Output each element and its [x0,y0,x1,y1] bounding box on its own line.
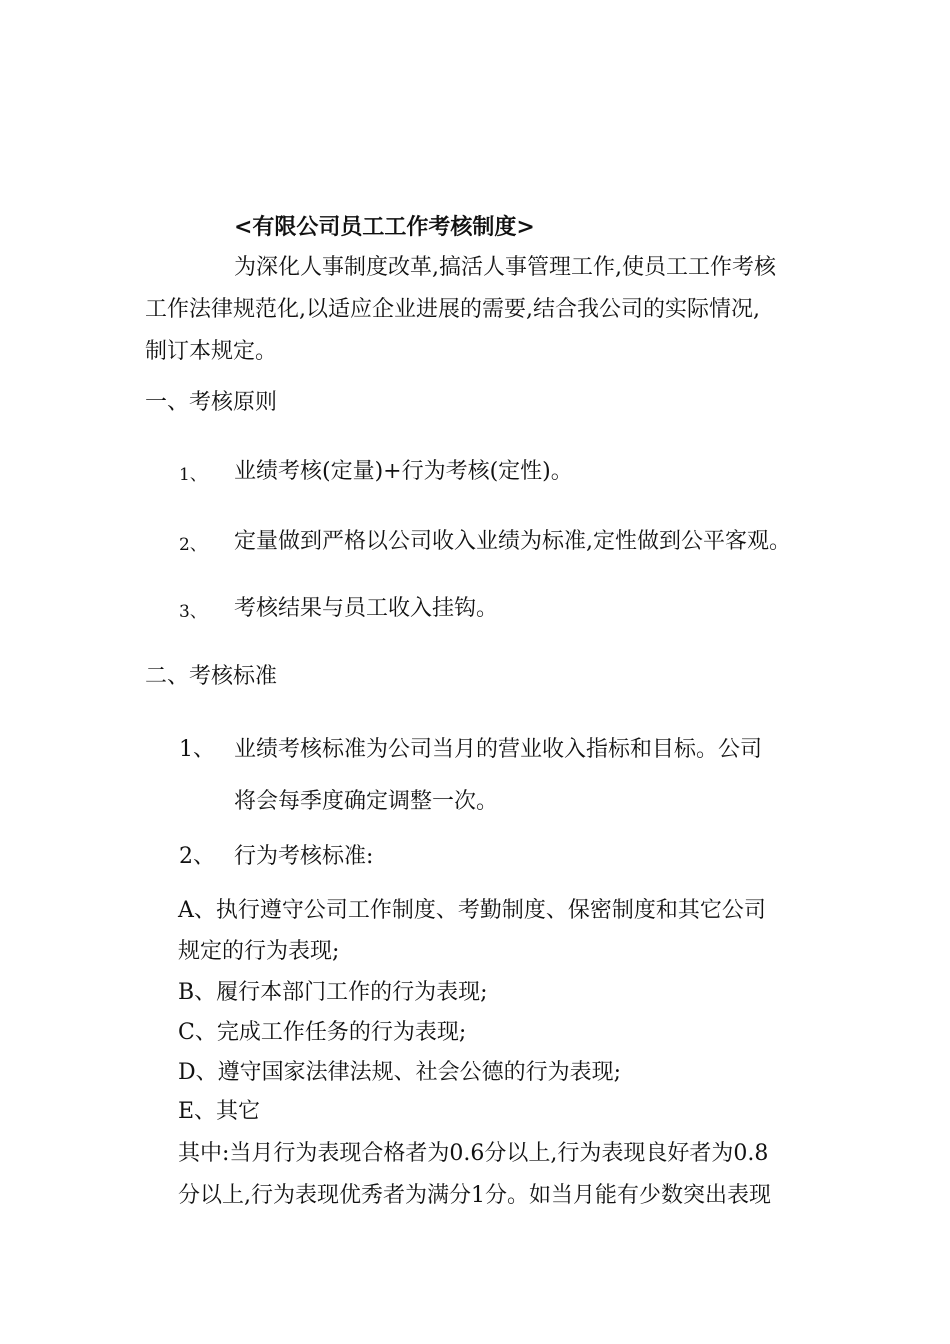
section1-item3-number: 3、 [179,602,207,622]
section2-heading: 二、考核标准 [145,664,278,689]
criteria-c: C、完成工作任务的行为表现; [178,1020,467,1045]
criteria-d: D、遵守国家法律法规、社会公德的行为表现; [178,1060,622,1085]
section2-item1-text: 业绩考核标准为公司当月的营业收入指标和目标。公司 [234,737,763,762]
section2-item1-continuation: 将会每季度确定调整一次。 [234,789,499,814]
criteria-e: E、其它 [178,1099,261,1124]
scoring-note-line-1: 其中:当月行为表现合格者为0.6分以上,行为表现良好者为0.8 [178,1141,769,1166]
section2-item2-text: 行为考核标准: [234,844,374,869]
section1-item3-text: 考核结果与员工收入挂钩。 [234,596,499,621]
intro-line-2: 工作法律规范化,以适应企业进展的需要,结合我公司的实际情况, [145,297,760,322]
section2-item2-number: 2、 [179,844,215,869]
section1-heading: 一、考核原则 [145,390,278,415]
criteria-b: B、履行本部门工作的行为表现; [178,980,488,1005]
intro-line-1: 为深化人事制度改革,搞活人事管理工作,使员工工作考核 [234,255,776,280]
document-title: <有限公司员工工作考核制度> [234,214,535,240]
section1-item1-number: 1、 [179,465,207,485]
section1-item2-number: 2、 [179,535,207,555]
intro-line-3: 制订本规定。 [145,339,278,364]
section1-item1-text: 业绩考核(定量)+行为考核(定性)。 [234,459,573,484]
criteria-a-line-2: 规定的行为表现; [178,939,340,964]
section1-item2-text: 定量做到严格以公司收入业绩为标准,定性做到公平客观。 [234,529,791,554]
section2-item1-number: 1、 [179,737,215,762]
criteria-a-line-1: A、执行遵守公司工作制度、考勤制度、保密制度和其它公司 [178,898,766,923]
scoring-note-line-2: 分以上,行为表现优秀者为满分1分。如当月能有少数突出表现 [178,1183,771,1208]
